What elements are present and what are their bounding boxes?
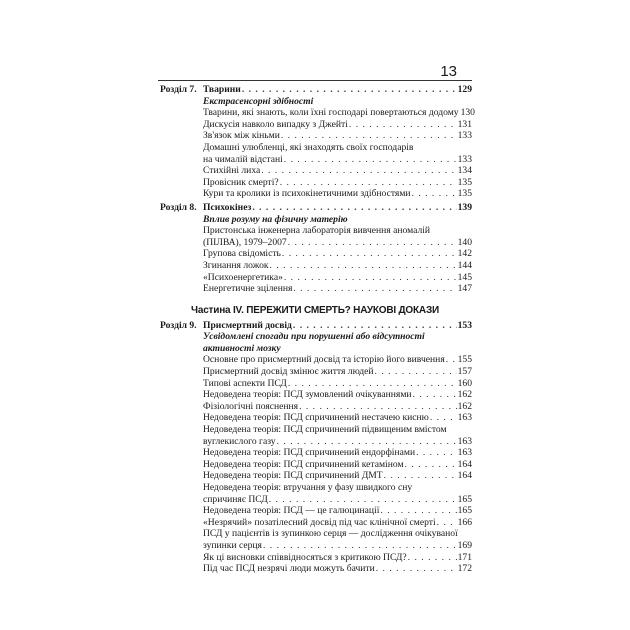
toc-entry: Як ці висновки співвідносяться з критикою ПСД? . . . 171 (203, 552, 472, 564)
chapter-title: Присмертний досвід (203, 319, 292, 331)
toc-entry: Кури та кролики із психокінетичними здібностями . . . 135 (203, 188, 472, 200)
chapter-subtitle: активності мозку (203, 342, 281, 354)
chapter-subtitle: Усвідомлені спогади при порушенні або відсутності (203, 331, 425, 343)
part-heading: Частина IV. ПЕРЕЖИТИ СМЕРТЬ? НАУКОВІ ДОКАЗИ (191, 304, 439, 316)
toc-entry: Провісник смерті? . . . 135 (203, 177, 472, 189)
chapter-page: 153 (457, 319, 472, 331)
toc-entry: Групова свідомість . . . 142 (203, 248, 472, 260)
toc-entry: на чималій відстані . . . 133 (203, 154, 472, 166)
leader-dots (293, 320, 457, 332)
chapter-label: Розділ 8. (160, 201, 197, 213)
chapter-page: 129 (457, 84, 472, 95)
toc-entry: Згинання ложок . . . 144 (203, 260, 472, 272)
toc-entry: Основне про присмертний досвід та історію його вивчення . . . 155 (203, 354, 472, 366)
chapter-label: Розділ 7. (160, 84, 197, 95)
toc-entry: спричиняє ПСД . . . 165 (203, 494, 472, 506)
toc-entry: Недоведена теорія: ПСД — це галюцинації . . . 165 (203, 505, 472, 517)
chapter-title-line (203, 202, 472, 214)
toc-entry: Типові аспекти ПСД . . . 160 (203, 378, 472, 390)
toc-entry-line1: ПСД у пацієнтів із зупинкою серця — дослідження очікуваної (203, 528, 458, 540)
toc-entry: вуглекислого газу . . . 163 (203, 436, 472, 448)
toc-entry-line1: Домашні улюбленці, які знаходять своїх господарів (203, 141, 414, 153)
toc-entry-line1: Недоведена теорія: ПСД спричинений підвищеним вмістом (203, 424, 447, 436)
chapter-subtitle: Вплив розуму на фізичну матерію (203, 213, 348, 225)
page-number: 13 (440, 63, 457, 80)
toc-entry: Тварини, які знають, коли їхні господарі повертаються додому 130 (203, 107, 475, 119)
toc-entry: Енергетичне зцілення . . . 147 (203, 283, 472, 295)
chapter-title-line (203, 84, 472, 96)
toc-entry: (ПІЛВА), 1979–2007 . . . 140 (203, 237, 472, 249)
toc-entry: «Незрячий» позатілесний досвід під час клінічної смерті . . . 166 (203, 517, 472, 529)
toc-entry: Недоведена теорія: ПСД спричинений нестачею кисню . . . 163 (203, 412, 472, 424)
table-of-contents (158, 82, 475, 575)
toc-entry: Фізіологічні пояснення . . . 162 (203, 401, 472, 413)
toc-entry: зупинки серця . . . 169 (203, 540, 472, 552)
toc-entry: Під час ПСД незрячі люди можуть бачити . . . 172 (203, 563, 472, 575)
chapter-page: 139 (457, 201, 472, 213)
chapter-8 (158, 202, 472, 295)
toc-entry-line1: Пристонська інженерна лабораторія вивчення аномалій (203, 225, 431, 237)
chapter-7 (158, 84, 475, 200)
toc-entry: Зв'язок між кіньми . . . 133 (203, 130, 472, 142)
chapter-title: Психокінез (203, 201, 252, 213)
chapter-label: Розділ 9. (160, 319, 197, 331)
toc-entry: Присмертний досвід змінює життя людей . . . 157 (203, 366, 472, 378)
chapter-9 (158, 320, 472, 575)
toc-entry: Недоведена теорія: ПСД спричинений ендорфінами . . . 163 (203, 447, 472, 459)
leader-dots (252, 202, 456, 214)
toc-entry: Стихійні лиха . . . 134 (203, 165, 472, 177)
chapter-title-line (203, 320, 472, 332)
toc-entry: Дискусія навколо випадку з Джейті . . . 131 (203, 119, 472, 131)
toc-entry: Недоведена теорія: ПСД спричинений кетаміном . . . 164 (203, 459, 472, 471)
toc-entry: Недоведена теорія: ПСД спричинений ДМТ . . . 164 (203, 470, 472, 482)
chapter-subtitle: Екстрасенсорні здібності (203, 95, 314, 107)
toc-entry: «Психоенергетика» . . . 145 (203, 272, 472, 284)
toc-entry: Недоведена теорія: ПСД зумовлений очікуваннями . . . 162 (203, 389, 472, 401)
toc-entry-line1: Недоведена теорія: втручання у фазу швидкого сну (203, 482, 413, 493)
chapter-title: Тварини (203, 84, 241, 95)
header-rule (158, 80, 472, 81)
leader-dots (242, 84, 457, 96)
